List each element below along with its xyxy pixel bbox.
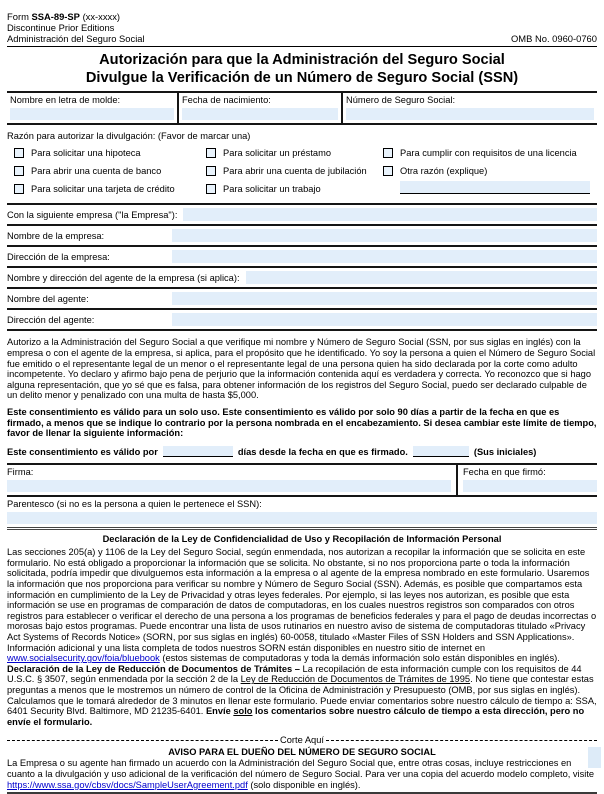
reason-option-mortgage xyxy=(14,144,206,162)
identity-row xyxy=(7,91,597,125)
relationship-label: Parentesco (si no es la persona a quien le pertenece el SSN): xyxy=(7,499,262,509)
privacy-text-2: (estos sistemas de computadoras y toda la demás información solo están disponibles en inglés). xyxy=(159,653,560,664)
notice-text-2: (solo disponible en inglés). xyxy=(247,779,361,790)
agent-address-input[interactable] xyxy=(172,313,597,326)
reason-label: Para abrir una cuenta de banco xyxy=(31,166,162,177)
company-address-label: Dirección de la empresa: xyxy=(7,251,110,262)
days-input[interactable] xyxy=(163,446,233,457)
valid-middle: días desde la fecha en que es firmado. xyxy=(237,446,408,457)
page-title-line2: Divulgue la Verificación de un Número de Seguro Social (SSN) xyxy=(85,69,519,86)
agent-address-label: Dirección del agente: xyxy=(7,314,95,325)
with-company-label: Con la siguiente empresa ("la Empresa"): xyxy=(7,209,178,220)
cut-here-label: Corte Aquí xyxy=(280,735,324,746)
envie-part1: Envíe xyxy=(205,706,234,717)
reason-label: Otra razón (explique) xyxy=(400,166,488,177)
reason-option-other xyxy=(383,162,597,180)
company-section xyxy=(7,203,597,331)
name-input[interactable] xyxy=(10,108,174,120)
reason-col-3 xyxy=(383,144,597,198)
checkbox-bank-account[interactable] xyxy=(14,166,24,176)
signature-row xyxy=(7,465,597,495)
checkbox-other-reason[interactable] xyxy=(383,166,393,176)
ssn-owner-notice-heading: AVISO PARA EL DUEÑO DEL NÚMERO DE SEGURO SOCIAL xyxy=(168,746,436,757)
signature-label: Firma: xyxy=(7,467,34,478)
consent-paragraph: Este consentimiento es válido para un solo uso. Este consentimiento es válido por solo 90 días a partir de la fecha en que es firmado, a menos que se indique lo contrario por la persona nombrada en el encabezamiento. Si desea cambiar este límite de tiempo, favor de llenar la siguiente información: xyxy=(7,407,597,439)
dob-input[interactable] xyxy=(182,108,338,120)
reason-label: Para solicitar una hipoteca xyxy=(31,148,141,159)
side-highlight-field[interactable] xyxy=(588,747,601,768)
reason-option-job xyxy=(206,180,383,198)
sample-agreement-link[interactable]: https://www.ssa.gov/cbsv/docs/SampleUserAgreement.pdf xyxy=(7,779,248,790)
signature-input[interactable] xyxy=(7,480,451,492)
agent-name-input[interactable] xyxy=(172,292,597,305)
sign-date-input[interactable] xyxy=(463,480,597,492)
paperwork-text-2: . No tiene que contestar estas preguntas a menos que le mostremos un número de control de la Oficina de Administración y Presupuesto (OMB, por sus siglas en inglés). Calculamos que le tomará alrededor de 3 minutos en llenar este formulario. Puede enviar comentarios sobre nuestro cálculo de tiempo a: SSA, 6401 Security Blvd. Baltimore, MD 21235-6401. xyxy=(7,674,597,717)
sign-date-label: Fecha en que firmó: xyxy=(463,467,546,478)
page-title xyxy=(7,52,597,87)
reason-option-retirement-account xyxy=(206,162,383,180)
relationship-row xyxy=(7,495,597,527)
valid-prefix: Este consentimiento es válido por xyxy=(7,446,158,457)
agent-name-label: Nombre del agente: xyxy=(7,293,89,304)
paperwork-text-1: La recopilación de esta información cumple con los requisitos de 44 U.S.C. § 3507, según enmendada por la sección 2 de la xyxy=(7,663,582,685)
privacy-text-1: Las secciones 205(a) y 1106 de la Ley del Seguro Social, según enmendada, nos autorizan a recopilar la información que se solicita en este formulario. No está obligado a proporcionar la información que se solicita. No obstante, si no nos proporciona parte o toda la información solicitada, podría impedir que divulguemos esta información a la empresa o al agente de la empresa nombrado en este formulario. Usaremos la información que nos proporciona para verificar su nombre y Número de Seguro Social (SSN). Además, es posible que compartamos esta información en cumplimiento de la Ley de Privacidad y otras leyes federales. Por ejemplo, si las leyes nos autorizan, es posible que esta información se use en programas de comparación de datos de computadoras, en los cuales nuestros registros son comparados con otros registros para establecer o verificar el derecho de una persona a los programas de beneficios federales y para el pago de deudas incorrectas o morosas bajo estos programas. Puede encontrar una lista de usos rutinarios en nuestro aviso de sistema de computadoras titulado «Privacy Act Systems of Records Notice» (SORN, por sus siglas en inglés) 60-0058, titulado «Master Files of SSN Holders and SSN Applications». Información adicional y una lista completa de todos nuestros SORN están disponibles en nuestro sitio de internet en xyxy=(7,547,597,653)
company-row xyxy=(7,268,597,289)
with-company-input[interactable] xyxy=(183,208,597,221)
paperwork-heading-inline: Declaración de la Ley de Reducción de Documentos de Trámites – xyxy=(7,663,303,674)
envie-solo-underlined: solo xyxy=(233,706,253,717)
envie-part2: los comentarios sobre nuestro cálculo de tiempo a esta dirección, pero no envíe el formulario. xyxy=(7,706,585,727)
bluebook-link[interactable]: www.socialsecurity.gov/foia/bluebook xyxy=(7,653,160,664)
company-row xyxy=(7,205,597,226)
reason-col-2 xyxy=(206,144,383,198)
form-number-line xyxy=(7,11,145,22)
form-edition: (xx-xxxx) xyxy=(82,11,121,22)
dob-label: Fecha de nacimiento: xyxy=(182,95,271,106)
name-cell xyxy=(7,93,177,123)
header-divider xyxy=(7,46,597,47)
notice-text-1: La Empresa o su agente han firmado un acuerdo con la Administración del Seguro Social que, entre otras cosas, incluye restricciones en cuanto a la divulgación y uso adicional de la verificación del número de Seguro Social. Para ver una copia del acuerdo modelo completo, visite xyxy=(7,758,595,780)
reason-label: Para abrir una cuenta de jubilación xyxy=(223,166,367,177)
reason-label: Para cumplir con requisitos de una licencia xyxy=(400,148,577,159)
cut-here-line xyxy=(7,735,597,746)
name-label: Nombre en letra de molde: xyxy=(10,95,121,106)
reason-heading: Razón para autorizar la divulgación: (Favor de marcar una) xyxy=(7,130,251,141)
checkbox-mortgage[interactable] xyxy=(14,148,24,158)
form-number: SSA-89-SP xyxy=(31,11,80,22)
other-reason-input[interactable] xyxy=(400,181,590,194)
dob-cell xyxy=(177,93,341,123)
reason-option-license xyxy=(383,144,597,162)
privacy-act-heading: Declaración de la Ley de Confidencialidad de Uso y Recopilación de Información Personal xyxy=(102,533,502,544)
checkbox-credit-card[interactable] xyxy=(14,184,24,194)
checkbox-loan[interactable] xyxy=(206,148,216,158)
consent-duration-line xyxy=(7,446,597,458)
ssn-owner-notice-paragraph xyxy=(7,758,597,790)
ssn-input[interactable] xyxy=(346,108,594,120)
page-title-line1: Autorización para que la Administración del Seguro Social xyxy=(99,52,505,69)
checkbox-retirement-account[interactable] xyxy=(206,166,216,176)
cut-dashes-right xyxy=(326,740,597,741)
signature-section xyxy=(7,463,597,529)
reason-options xyxy=(7,144,597,198)
company-row xyxy=(7,226,597,247)
ssn-cell xyxy=(341,93,597,123)
company-address-input[interactable] xyxy=(172,250,597,263)
form-id-block xyxy=(7,11,145,44)
authorization-paragraph: Autorizo a la Administración del Seguro Social a que verifique mi nombre y Número de Seguro Social (SSN, por sus siglas en inglés) con la empresa o con el agente de la empresa, si aplica, para el propósito que he identificado. Yo soy la persona a quien el Número de Seguro Social fue emitido o el representante legal de un menor o el representante legal de una persona quien ha sido declarada por la corte como adulto incompetente. Yo declaro y afirmo bajo pena de perjurio que la información contenida aquí es verdadera y correcta. Yo reconozco que si hago alguna representación, que yo sé que es falsa, para obtener información de los registros del Seguro Social, puedo ser declarado culpable de un delito menor y penalizado con una multa de hasta $5,000. xyxy=(7,337,596,401)
paperwork-reduction-paragraph xyxy=(7,664,597,728)
checkbox-license[interactable] xyxy=(383,148,393,158)
relationship-input[interactable] xyxy=(7,512,597,524)
privacy-act-paragraph xyxy=(7,547,597,664)
sign-date-cell xyxy=(456,465,597,495)
valid-suffix: (Sus iniciales) xyxy=(473,446,537,457)
form-header xyxy=(7,11,597,44)
company-row xyxy=(7,289,597,310)
agent-name-address-input[interactable] xyxy=(246,271,597,284)
reason-option-bank-account xyxy=(14,162,206,180)
reason-label: Para solicitar un trabajo xyxy=(223,184,321,195)
reason-option-loan xyxy=(206,144,383,162)
discontinue-line: Discontinue Prior Editions xyxy=(7,22,115,34)
reason-col-1 xyxy=(14,144,206,198)
signature-cell xyxy=(7,465,456,495)
initials-input[interactable] xyxy=(413,446,469,457)
reason-label: Para solicitar un préstamo xyxy=(223,148,331,159)
ssn-label: Número de Seguro Social: xyxy=(346,95,456,106)
paperwork-act-reference: Ley de Reducción de Documentos de Trámites de 1995 xyxy=(240,674,471,685)
agency-name: Administración del Seguro Social xyxy=(7,33,145,45)
agent-name-address-label: Nombre y dirección del agente de la empresa (si aplica): xyxy=(7,272,240,283)
cut-dashes-left xyxy=(7,740,278,741)
reason-label: Para solicitar una tarjeta de crédito xyxy=(31,184,175,195)
reason-option-credit-card xyxy=(14,180,206,198)
company-row xyxy=(7,310,597,331)
form-prefix: Form xyxy=(7,11,29,22)
company-name-input[interactable] xyxy=(172,229,597,242)
checkbox-job[interactable] xyxy=(206,184,216,194)
company-name-label: Nombre de la empresa: xyxy=(7,230,105,241)
omb-number: OMB No. 0960-0760 xyxy=(511,32,597,44)
company-row xyxy=(7,247,597,268)
